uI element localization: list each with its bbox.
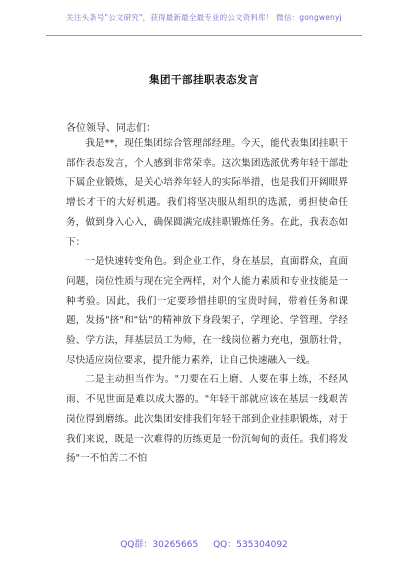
footer-contact [0,537,408,550]
salutation: 各位领导、同志们： [66,123,156,134]
paragraph: 一是快速转变角色。到企业工作，身在基层，直面群众，直面问题，岗位性质与现在完全两样，对个人能力素质和专业技能是一种考验。因此，我们一定要珍惜挂职的宝贵时间，带着任务和课题，发扬"挤"和"钻"的精神放下身段架子，学理论、学管理、学经验、学方法，拜基层员工为师，在一线岗位蓄力充电，强筋壮骨，尽快适应岗位要求，提升能力素养，让自己快速融入一线。 [66,256,348,366]
qq-group: QQ群：30265665 [120,540,199,550]
paragraph: 二是主动担当作为。"刀要在石上磨、人要在事上练，不经风雨、不见世面是难以成大器的。"年轻干部就应该在基层一线艰苦岗位得到磨练。此次集团安排我们年轻干部到企业挂职锻炼，对于我们来说，既是一次难得的历练更是一份沉甸甸的责任。我们将发扬"一不怕苦二不怕 [66,374,348,465]
page-title: 集团干部挂职表态发言 [149,74,259,86]
document-body [66,134,348,469]
paragraph: 我是**，现任集团综合管理部经理。今天，能代表集团挂职干部作表态发言，个人感到非常荣幸。这次集团选派优秀年轻干部赴下属企业锻炼，是关心培养年轻人的实际举措，也是我们开阔眼界增长才干的大好机遇。我们将坚决服从组织的选派，勇担使命任务，做到身入心入，确保圆满完成挂职锻炼任务。在此，我表态如下： [66,138,348,248]
header-banner: 关注头条号"公文研究"，获得最新最全最专业的公文资料库！ 微信：gongwenyj [66,13,342,22]
qq-number: QQ：535304092 [213,540,288,550]
header-divider [46,35,362,36]
